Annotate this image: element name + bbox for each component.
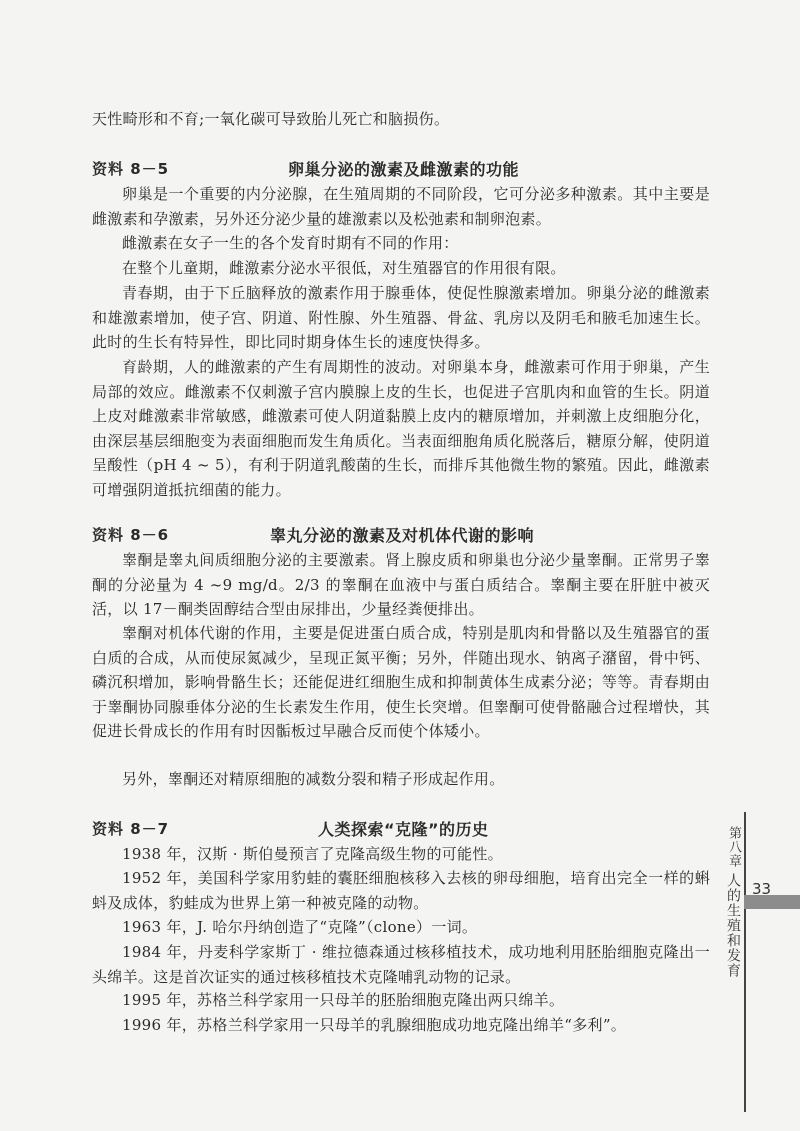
paragraph: 1995 年，苏格兰科学家用一只母羊的胚胎细胞克隆出两只绵羊。 [122, 991, 565, 1009]
paragraph: 卵巢是一个重要的内分泌腺，在生殖周期的不同阶段，它可分泌多种激素。其中主要是雌激素和孕激素，另外还分泌少量的雄激素以及松弛素和制卵泡素。 [92, 185, 710, 228]
intro-paragraph: 天性畸形和不育;一氧化碳可导致胎儿死亡和脑损伤。 [92, 110, 450, 128]
chapter-title: 人的生殖和发育 [725, 873, 741, 978]
paragraph: 睾酮是睾丸间质细胞分泌的主要激素。肾上腺皮质和卵巢也分泌少量睾酮。正常男子睾酮的分泌量为 4 ~9 mg/d。2/3 的睾酮在血液中与蛋白质结合。睾酮主要在肝脏中被灭活，以 17－酮类固醇结合型由尿排出，少量经粪便排出。 [92, 551, 710, 618]
paragraph: 1938 年，汉斯 · 斯伯曼预言了克隆高级生物的可能性。 [122, 845, 503, 863]
section-label-8-5: 资料 8－5 [92, 160, 170, 178]
paragraph: 在整个儿童期，雌激素分泌水平很低，对生殖器官的作用很有限。 [122, 259, 566, 277]
paragraph: 1952 年，美国科学家用豹蛙的囊胚细胞核移入去核的卵母细胞，培育出完全一样的蝌蚪及成体，豹蛙成为世界上第一种被克隆的动物。 [92, 869, 710, 912]
section-label-8-6: 资料 8－6 [92, 526, 170, 544]
margin-rule [744, 812, 746, 1112]
paragraph: 青春期，由于下丘脑释放的激素作用于腺垂体，使促性腺激素增加。卵巢分泌的雌激素和雄激素增加，使子宫、阴道、附性腺、外生殖器、骨盆、乳房以及阴毛和腋毛加速生长。此时的生长有特异性，即比同时期身体生长的速度快得多。 [92, 284, 710, 351]
section-title-8-6: 睾丸分泌的激素及对机体代谢的影响 [270, 526, 535, 545]
paragraph: 1984 年，丹麦科学家斯丁 · 维拉德森通过核移植技术，成功地利用胚胎细胞克隆出一头绵羊。这是首次证实的通过核移植技术克隆哺乳动物的记录。 [92, 943, 710, 986]
paragraph: 1963 年，J. 哈尔丹纳创造了“克隆”（clone）一词。 [122, 918, 478, 936]
paragraph: 睾酮对机体代谢的作用，主要是促进蛋白质合成，特别是肌肉和骨骼以及生殖器官的蛋白质的合成，从而使尿氮减少，呈现正氮平衡；另外，伴随出现水、钠离子潴留，骨中钙、磷沉积增加，影响骨骼生长；还能促进红细胞生成和抑制黄体生成素分泌；等等。青春期由于睾酮协同腺垂体分泌的生长素发生作用，使生长突增。但睾酮可使骨骼融合过程增快，其促进长骨成长的作用有时因骺板过早融合反而使个体矮小。 [92, 624, 710, 740]
section-label-8-7: 资料 8－7 [92, 820, 170, 838]
paragraph: 1996 年，苏格兰科学家用一只母羊的乳腺细胞成功地克隆出绵羊“多利”。 [122, 1016, 627, 1034]
paragraph: 育龄期，人的雌激素的产生有周期性的波动。对卵巢本身，雌激素可作用于卵巢，产生局部的效应。雌激素不仅刺激子宫内膜腺上皮的生长，也促进子宫肌肉和血管的生长。阴道上皮对雌激素非常敏感，雌激素可使人阴道黏膜上皮内的糖原增加，并刺激上皮细胞分化，由深层基层细胞变为表面细胞而发生角质化。当表面细胞角质化脱落后，糖原分解，使阴道呈酸性（pH 4 ~ 5），有利于阴道乳酸菌的生长，而排斥其他微生物的繁殖。因此，雌激素可增强阴道抵抗细菌的能力。 [92, 358, 710, 499]
section-title-8-5: 卵巢分泌的激素及雌激素的功能 [288, 160, 520, 179]
paragraph: 雌激素在女子一生的各个发育时期有不同的作用： [122, 234, 459, 252]
paragraph: 另外，睾酮还对精原细胞的减数分裂和精子形成起作用。 [122, 770, 505, 788]
page-number: 33 [752, 880, 772, 898]
section-title-8-7: 人类探索“克隆”的历史 [318, 820, 489, 839]
chapter-number: 第八章 [726, 826, 741, 868]
